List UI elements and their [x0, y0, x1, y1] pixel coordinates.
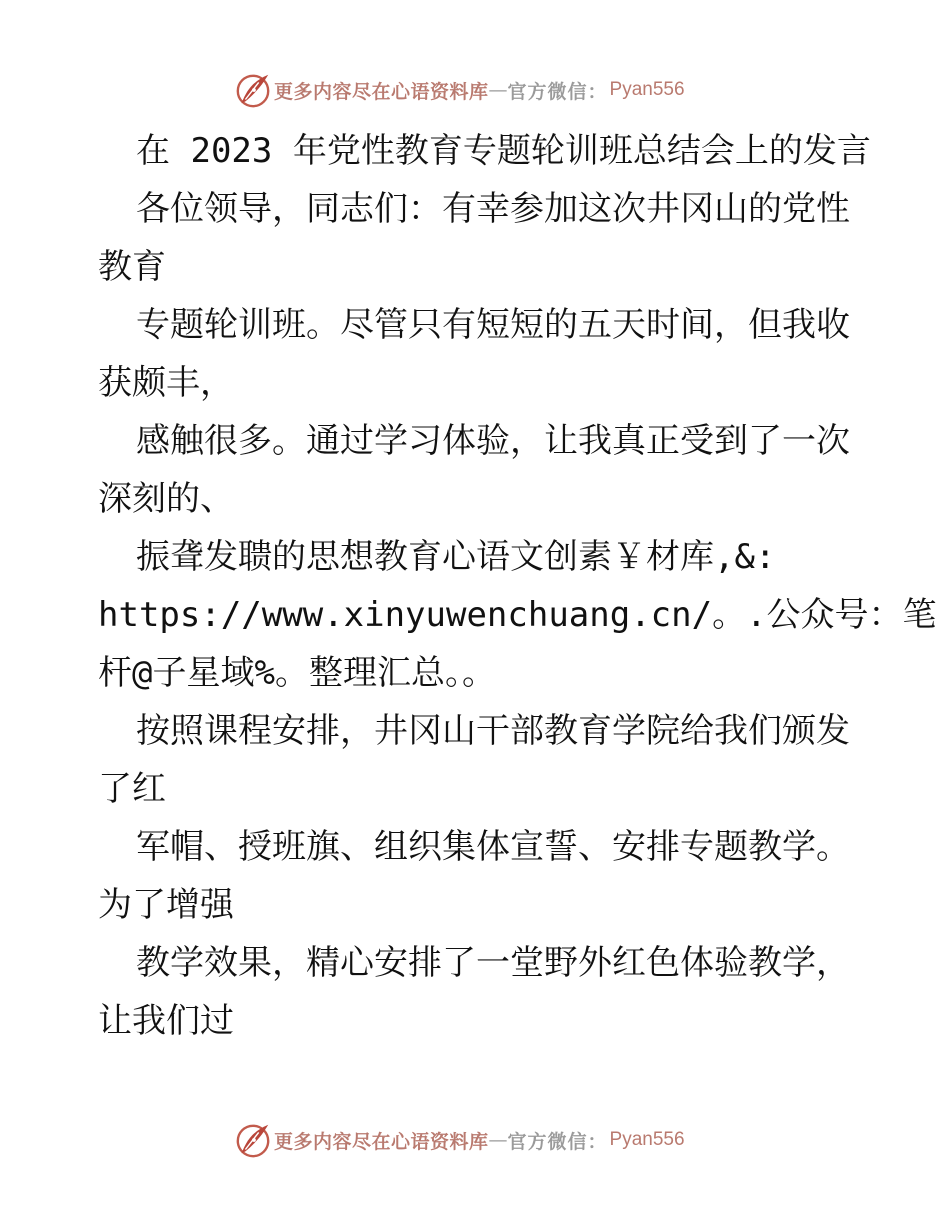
- text-line: 按照课程安排，井冈山干部教育学院给我们颁发: [136, 711, 850, 751]
- text-line: 为了增强: [98, 885, 234, 925]
- text-line: 军帽、授班旗、组织集体宣誓、安排专题教学。: [136, 827, 850, 867]
- text-line: 各位领导，同志们：有幸参加这次井冈山的党性: [136, 189, 850, 229]
- footer-watermark-banner: [234, 1120, 685, 1160]
- document-title: 在 2023 年党性教育专题轮训班总结会上的发言: [136, 131, 871, 171]
- banner-site-name: 更多内容尽在心语资料库: [274, 1130, 489, 1153]
- text-line: 了红: [98, 769, 166, 809]
- banner-dash: —: [488, 1129, 506, 1151]
- banner-wechat-id: Pyan556: [609, 79, 685, 100]
- text-line: 专题轮训班。尽管只有短短的五天时间，但我收: [136, 305, 850, 345]
- banner-dash: —: [488, 79, 506, 101]
- text-line: 杆@子星域%。整理汇总。。: [98, 653, 496, 693]
- text-line-url: https://www.xinyuwenchuang.cn/。.公众号：笔: [98, 595, 937, 635]
- text-line: 获颇丰，: [98, 363, 234, 403]
- banner-site-name: 更多内容尽在心语资料库: [274, 80, 489, 103]
- header-watermark-banner: [234, 70, 685, 110]
- banner-wechat-label: 官方微信：: [507, 1130, 608, 1153]
- banner-wechat-label: 官方微信：: [507, 80, 608, 103]
- text-line: 感触很多。通过学习体验，让我真正受到了一次: [136, 421, 850, 461]
- pen-nib-logo-icon: [234, 1121, 272, 1159]
- text-line: 让我们过: [98, 1001, 234, 1041]
- text-line: 教学效果，精心安排了一堂野外红色体验教学，: [136, 943, 850, 983]
- pen-nib-logo-icon: [234, 71, 272, 109]
- text-line: 教育: [98, 247, 166, 287]
- banner-wechat-id: Pyan556: [609, 1129, 685, 1150]
- text-line: 深刻的、: [98, 479, 234, 519]
- text-line: 振聋发聩的思想教育心语文创素￥材库,&:: [136, 537, 776, 577]
- document-body: [98, 122, 937, 1050]
